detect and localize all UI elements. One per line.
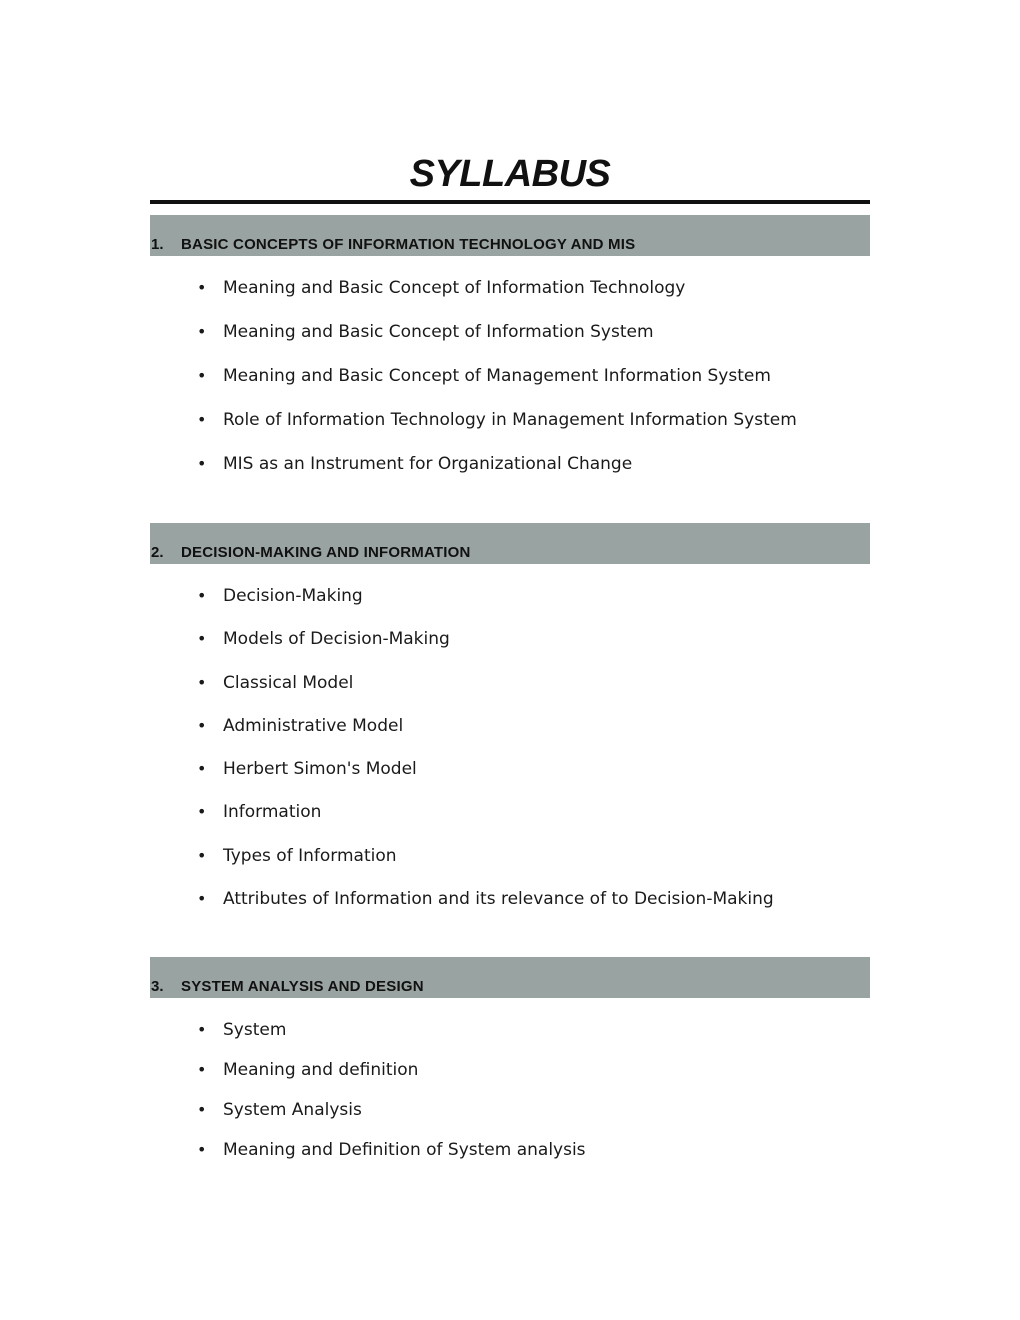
list-item: [150, 365, 870, 409]
topic-list: [150, 1019, 870, 1179]
bullet-icon: •: [197, 366, 207, 385]
page-title: SYLLABUS: [409, 153, 611, 195]
list-item: [150, 1019, 870, 1059]
section-number: 2.: [151, 544, 164, 561]
list-item: [150, 277, 870, 321]
topic-text: Herbert Simon's Model: [223, 759, 417, 780]
topic-text: System: [223, 1020, 287, 1040]
bullet-icon: •: [197, 672, 207, 692]
section-number: 3.: [151, 978, 164, 995]
bullet-icon: •: [197, 586, 207, 605]
topic-text: Types of Information: [223, 845, 397, 866]
topic-text: Meaning and Basic Concept of Management Information System: [223, 366, 771, 386]
topic-text: System Analysis: [223, 1100, 362, 1120]
bullet-icon: •: [197, 322, 207, 341]
list-item: [150, 801, 870, 844]
bullet-icon: •: [197, 715, 207, 735]
topic-text: Meaning and definition: [223, 1060, 419, 1080]
section-heading: BASIC CONCEPTS OF INFORMATION TECHNOLOGY AND MIS: [181, 236, 636, 253]
list-item: [150, 1099, 870, 1139]
section-heading: SYSTEM ANALYSIS AND DESIGN: [181, 978, 424, 995]
topic-list: [150, 585, 870, 931]
topic-text: Decision-Making: [223, 586, 363, 606]
bullet-icon: •: [197, 1060, 207, 1079]
list-item: [150, 845, 870, 888]
topic-text: Classical Model: [223, 672, 354, 693]
bullet-icon: •: [197, 889, 207, 909]
topic-list: [150, 277, 870, 497]
bullet-icon: •: [197, 454, 207, 473]
bullet-icon: •: [197, 802, 207, 822]
topic-text: Administrative Model: [223, 715, 404, 736]
topic-text: Information: [223, 802, 322, 823]
list-item: [150, 715, 870, 758]
list-item: [150, 321, 870, 365]
bullet-icon: •: [197, 629, 207, 649]
topic-text: Role of Information Technology in Management Information System: [223, 410, 797, 430]
topic-text: Meaning and Basic Concept of Information Technology: [223, 278, 686, 298]
title-divider: [150, 200, 870, 204]
bullet-icon: •: [197, 278, 207, 297]
list-item: [150, 628, 870, 671]
list-item: [150, 585, 870, 628]
list-item: [150, 888, 870, 931]
bullet-icon: •: [197, 1020, 207, 1039]
syllabus-section-1: [150, 215, 870, 497]
section-number: 1.: [151, 236, 164, 253]
bullet-icon: •: [197, 759, 207, 779]
list-item: [150, 1139, 870, 1179]
bullet-icon: •: [197, 1140, 207, 1159]
section-heading-band: [150, 523, 870, 564]
topic-text: Meaning and Definition of System analysis: [223, 1140, 586, 1160]
list-item: [150, 409, 870, 453]
bullet-icon: •: [197, 410, 207, 429]
topic-text: MIS as an Instrument for Organizational Change: [223, 454, 633, 474]
list-item: [150, 1059, 870, 1099]
topic-text: Attributes of Information and its relevance of to Decision-Making: [223, 889, 774, 910]
syllabus-section-3: [150, 957, 870, 1179]
section-heading: DECISION-MAKING AND INFORMATION: [181, 544, 471, 561]
list-item: [150, 672, 870, 715]
bullet-icon: •: [197, 1100, 207, 1119]
topic-text: Meaning and Basic Concept of Information System: [223, 322, 654, 342]
syllabus-section-2: [150, 523, 870, 931]
topic-text: Models of Decision-Making: [223, 629, 450, 650]
bullet-icon: •: [197, 845, 207, 865]
section-heading-band: [150, 215, 870, 256]
list-item: [150, 758, 870, 801]
section-heading-band: [150, 957, 870, 998]
list-item: [150, 453, 870, 497]
